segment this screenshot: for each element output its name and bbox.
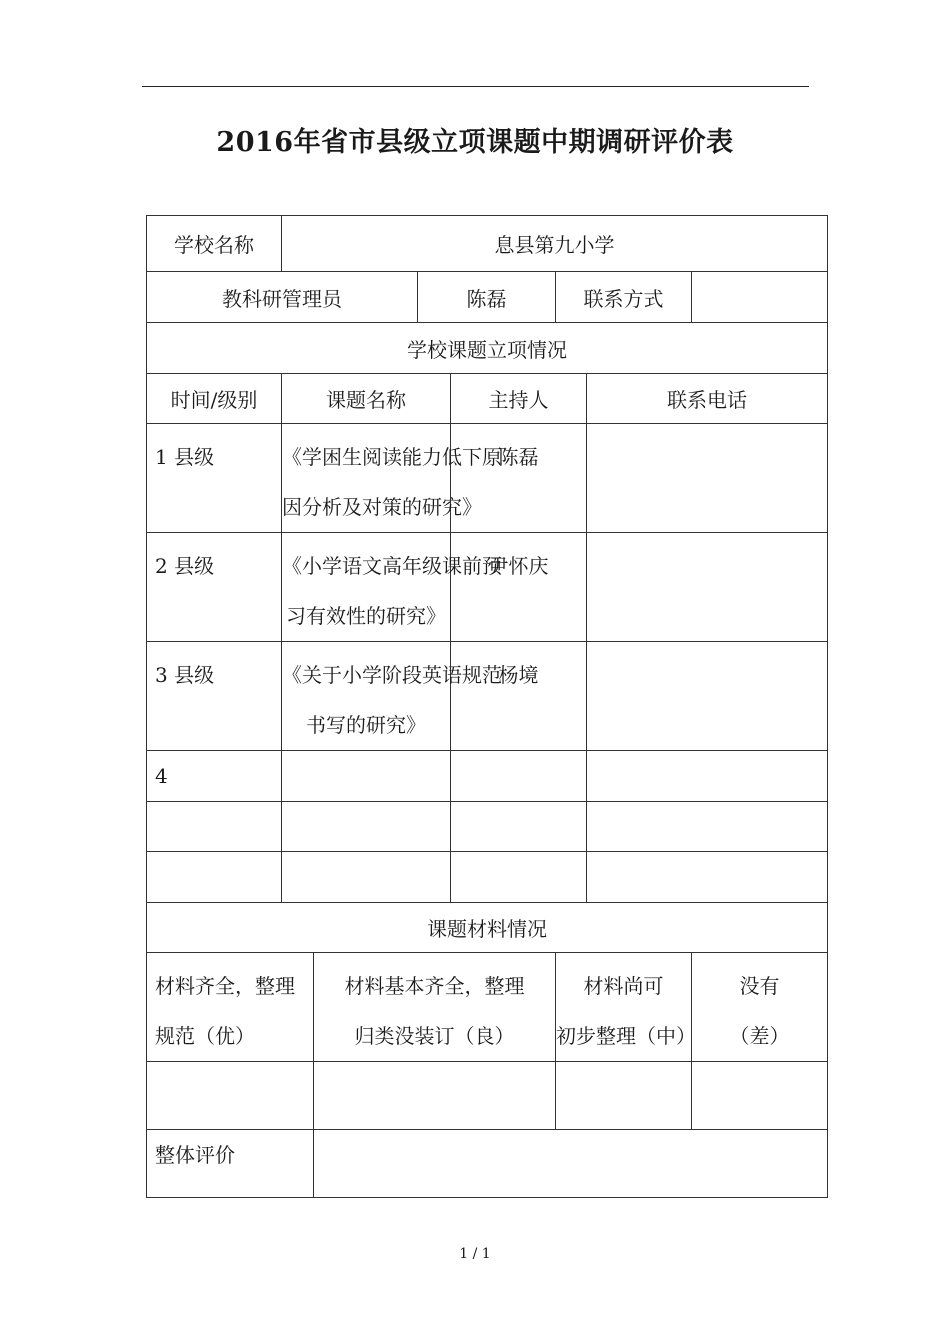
grade-line: 材料基本齐全，整理 [344, 974, 525, 998]
grade-good-result [314, 1062, 556, 1130]
grade-line: （差） [729, 1024, 790, 1048]
grade-line: 没有 [739, 974, 780, 998]
project-title [282, 424, 502, 533]
table-row [147, 751, 828, 802]
materials-result-row [147, 1062, 828, 1130]
project-title-line: 《关于小学阶段英语规范 [282, 663, 502, 687]
grade-line: 材料齐全，整理 [155, 974, 295, 998]
admin-value: 陈磊 [418, 272, 556, 323]
grade-line: 初步整理（中） [556, 1024, 696, 1048]
table-row [147, 852, 828, 903]
project-host [451, 751, 587, 802]
page-number: 1 / 1 [459, 1246, 491, 1262]
table-row [147, 802, 828, 852]
overall-label: 整体评价 [147, 1130, 314, 1198]
projects-section-heading: 学校课题立项情况 [147, 323, 828, 374]
project-title [282, 533, 502, 642]
project-level: 3 县级 [147, 642, 282, 751]
project-phone [587, 751, 828, 802]
column-header-host: 主持人 [451, 374, 587, 424]
header-rule [142, 86, 809, 87]
table-row [147, 533, 828, 642]
project-host [451, 802, 587, 852]
grade-fair [556, 953, 696, 1062]
column-header-phone: 联系电话 [587, 374, 828, 424]
project-phone [587, 642, 828, 751]
project-title-line: 习有效性的研究》 [286, 604, 446, 628]
project-title [282, 852, 451, 903]
project-phone [587, 852, 828, 903]
project-title-line: 《小学语文高年级课前预 [282, 554, 502, 578]
contact-value [692, 272, 828, 323]
project-level: 2 县级 [147, 533, 282, 642]
project-level [147, 802, 282, 852]
admin-row [147, 272, 828, 323]
materials-heading-row [147, 903, 828, 953]
grade-poor-result [692, 1062, 828, 1130]
project-level [147, 852, 282, 903]
school-name-label: 学校名称 [147, 216, 282, 272]
projects-header-row [147, 374, 828, 424]
page-title: 2016年省市县级立项课题中期调研评价表 [216, 127, 734, 158]
grade-good [314, 953, 556, 1062]
column-header-level: 时间/级别 [147, 374, 282, 424]
project-title [282, 802, 451, 852]
project-level: 4 [147, 751, 282, 802]
table-row [147, 424, 828, 533]
project-host [451, 852, 587, 903]
materials-grade-row [147, 953, 828, 1062]
project-title-line: 《学困生阅读能力低下原 [282, 445, 502, 469]
overall-row [147, 1130, 828, 1198]
grade-excellent [147, 953, 314, 1062]
grade-excellent-result [147, 1062, 314, 1130]
project-title [282, 642, 502, 751]
grade-line: 规范（优） [155, 1024, 255, 1048]
materials-section-heading: 课题材料情况 [147, 903, 828, 953]
school-name-row [147, 216, 828, 272]
project-phone [587, 802, 828, 852]
evaluation-table [146, 215, 828, 1198]
projects-heading-row [147, 323, 828, 374]
project-phone [587, 533, 828, 642]
project-host: 尹怀庆 [451, 533, 587, 642]
project-title [282, 751, 451, 802]
project-level: 1 县级 [147, 424, 282, 533]
grade-line: 归类没装订（良） [354, 1024, 515, 1048]
contact-label: 联系方式 [556, 272, 692, 323]
column-header-title: 课题名称 [282, 374, 451, 424]
overall-value [314, 1130, 828, 1198]
project-title-line: 因分析及对策的研究》 [282, 495, 482, 519]
table-row [147, 642, 828, 751]
project-host: 杨境 [451, 642, 587, 751]
admin-label: 教科研管理员 [147, 272, 418, 323]
project-title-line: 书写的研究》 [306, 713, 426, 737]
grade-fair-result [556, 1062, 692, 1130]
grade-poor [692, 953, 828, 1062]
school-name-value: 息县第九小学 [282, 216, 828, 272]
project-phone [587, 424, 828, 533]
project-host: 陈磊 [451, 424, 587, 533]
grade-line: 材料尚可 [583, 974, 664, 998]
